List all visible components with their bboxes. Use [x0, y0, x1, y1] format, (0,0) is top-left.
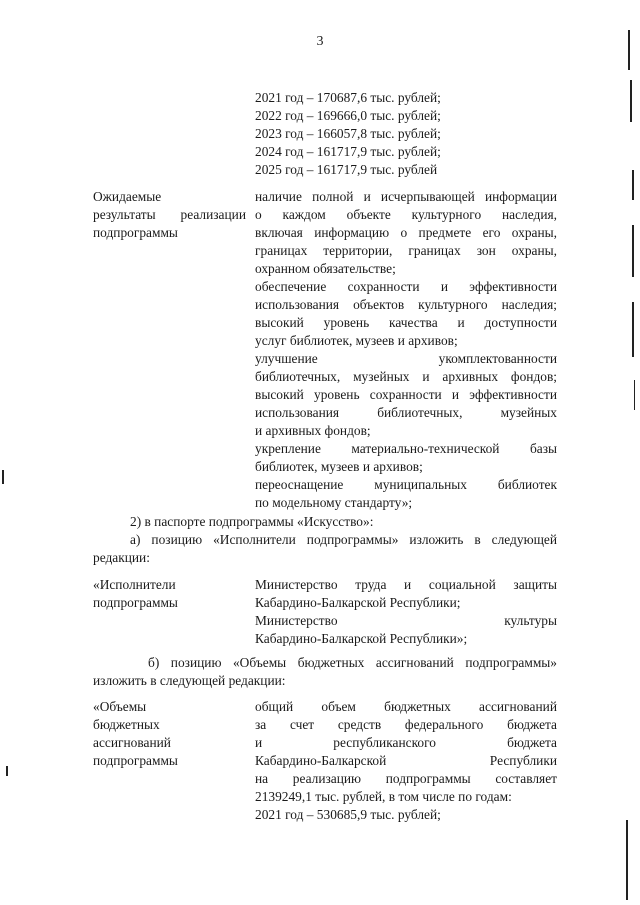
expected-results-line: высокий уровень качества и доступности	[255, 315, 557, 330]
expected-results-line: по модельному стандарту»;	[255, 495, 413, 510]
executors-line: Министерство культуры	[255, 613, 557, 628]
budget-year-line: 2024 год – 161717,9 тыс. рублей;	[255, 144, 441, 159]
volumes-line: за счет средств федерального бюджета	[255, 717, 557, 732]
scan-edge-mark	[634, 380, 635, 410]
volumes-label: подпрограммы	[93, 753, 178, 768]
volumes-line: общий объем бюджетных ассигнований	[255, 699, 557, 714]
expected-results-line: использования библиотечных, музейных	[255, 405, 557, 420]
volumes-line: на реализацию подпрограммы составляет	[255, 771, 557, 786]
budget-year-line: 2025 год – 161717,9 тыс. рублей	[255, 162, 438, 177]
paragraph-a-continuation: редакции:	[93, 550, 150, 565]
budget-year-line: 2022 год – 169666,0 тыс. рублей;	[255, 108, 441, 123]
volumes-label: ассигнований	[93, 735, 171, 750]
scan-edge-mark	[628, 30, 630, 70]
expected-results-label: подпрограммы	[93, 225, 178, 240]
expected-results-label: результаты реализации	[93, 207, 246, 222]
scan-edge-mark	[632, 302, 634, 357]
expected-results-line: укрепление материально-технической базы	[255, 441, 557, 456]
budget-year-line: 2021 год – 170687,6 тыс. рублей;	[255, 90, 441, 105]
expected-results-line: улучшение укомплектованности	[255, 351, 557, 366]
scan-edge-mark	[630, 80, 632, 122]
expected-results-line: обеспечение сохранности и эффективности	[255, 279, 557, 294]
volumes-line: и республиканского бюджета	[255, 735, 557, 750]
volumes-label: «Объемы	[93, 699, 147, 714]
scan-edge-mark	[632, 225, 634, 277]
executors-label: «Исполнители	[93, 577, 176, 592]
expected-results-line: и архивных фондов;	[255, 423, 371, 438]
expected-results-label: Ожидаемые	[93, 189, 162, 204]
executors-line: Кабардино-Балкарской Республики»;	[255, 631, 468, 646]
executors-label: подпрограммы	[93, 595, 178, 610]
expected-results-line: о каждом объекте культурного наследия,	[255, 207, 557, 222]
expected-results-line: услуг библиотек, музеев и архивов;	[255, 333, 458, 348]
paragraph-b: б) позицию «Объемы бюджетных ассигнований подпрограммы»	[148, 655, 557, 670]
volumes-label: бюджетных	[93, 717, 160, 732]
expected-results-line: библиотечных, музейных и архивных фондов;	[255, 369, 557, 384]
expected-results-line: включая информацию о предмете его охраны,	[255, 225, 557, 240]
expected-results-line: переоснащение муниципальных библиотек	[255, 477, 557, 492]
scan-edge-mark	[2, 470, 4, 484]
executors-line: Министерство труда и социальной защиты	[255, 577, 557, 592]
expected-results-line: границах территории, границах зон охраны,	[255, 243, 557, 258]
expected-results-line: библиотек, музеев и архивов;	[255, 459, 423, 474]
expected-results-line: использования объектов культурного наследия;	[255, 297, 557, 312]
scan-edge-mark	[632, 170, 634, 200]
volumes-line: 2021 год – 530685,9 тыс. рублей;	[255, 807, 441, 822]
page-number: 3	[316, 34, 324, 49]
paragraph-2: 2) в паспорте подпрограммы «Искусство»:	[130, 514, 374, 529]
paragraph-a: а) позицию «Исполнители подпрограммы» изложить в следующей	[130, 532, 557, 547]
paragraph-b-continuation: изложить в следующей редакции:	[93, 673, 286, 688]
scan-edge-mark	[6, 766, 8, 776]
expected-results-line: высокий уровень сохранности и эффективности	[255, 387, 557, 402]
volumes-line: 2139249,1 тыс. рублей, в том числе по годам:	[255, 789, 512, 804]
executors-line: Кабардино-Балкарской Республики;	[255, 595, 461, 610]
scan-edge-mark	[626, 820, 628, 900]
budget-year-line: 2023 год – 166057,8 тыс. рублей;	[255, 126, 441, 141]
volumes-line: Кабардино-Балкарской Республики	[255, 753, 557, 768]
expected-results-line: охранном обязательстве;	[255, 261, 396, 276]
expected-results-line: наличие полной и исчерпывающей информации	[255, 189, 557, 204]
